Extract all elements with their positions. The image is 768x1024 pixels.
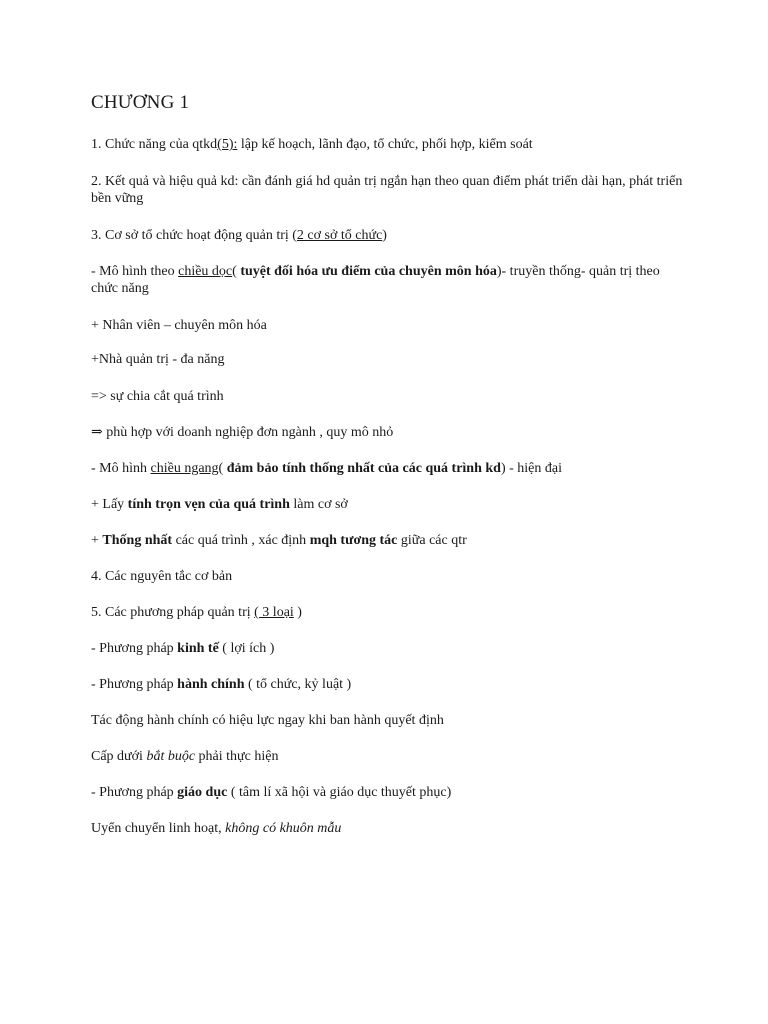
text-line bbox=[91, 173, 701, 207]
italic-text: bắt buộc bbox=[146, 749, 196, 764]
text-line bbox=[91, 568, 711, 585]
text-segment: các quá trình , xác định bbox=[172, 533, 310, 548]
text-segment: - Mô hình theo bbox=[91, 264, 179, 279]
text-segment: 5. Các phương pháp quản trị bbox=[91, 605, 255, 620]
text-line bbox=[91, 640, 711, 657]
text-segment: 4. Các nguyên tắc cơ bản bbox=[91, 569, 233, 584]
text-line bbox=[91, 317, 711, 334]
text-segment: ) bbox=[293, 605, 302, 620]
underlined-text: ( 3 loại bbox=[254, 605, 294, 620]
text-line bbox=[91, 604, 711, 621]
text-segment: 2. Kết quả và hiệu quả kd: cần đánh giá hd quản trị ngắn hạn theo quan điểm phát triển dài hạn, phát triển bền vững bbox=[91, 174, 683, 206]
document-page bbox=[91, 92, 711, 136]
text-segment: ) bbox=[382, 228, 387, 243]
text-segment: ) - hiện đại bbox=[500, 461, 562, 476]
text-segment: ⇒ phù hợp với doanh nghiệp đơn ngành , quy mô nhỏ bbox=[91, 425, 394, 440]
bold-text: Thống nhất bbox=[102, 533, 173, 548]
underlined-text: chiều dọc bbox=[178, 264, 233, 279]
text-line bbox=[91, 532, 711, 549]
text-segment: - Phương pháp bbox=[91, 677, 178, 692]
text-line bbox=[91, 784, 711, 801]
text-line bbox=[91, 388, 711, 405]
text-segment: - Phương pháp bbox=[91, 785, 178, 800]
text-segment: làm cơ sở bbox=[289, 497, 348, 512]
bold-text: đảm bảo tính thống nhất của các quá trình kd bbox=[226, 461, 501, 476]
text-line bbox=[91, 263, 686, 297]
text-segment: ( tổ chức, kỷ luật ) bbox=[244, 677, 352, 692]
italic-text: không có khuôn mẫu bbox=[225, 821, 342, 836]
text-segment: + bbox=[91, 533, 103, 548]
bold-text: tính trọn vẹn của quá trình bbox=[127, 497, 290, 512]
underlined-text: (5): bbox=[217, 137, 238, 152]
chapter-title: CHƯƠNG 1 bbox=[91, 92, 190, 113]
text-segment: Uyển chuyển linh hoạt, bbox=[91, 821, 226, 836]
text-segment: ( bbox=[232, 264, 241, 279]
text-line bbox=[91, 496, 711, 513]
text-segment: - Mô hình bbox=[91, 461, 151, 476]
text-line bbox=[91, 748, 711, 765]
bold-text: kinh tế bbox=[177, 641, 219, 656]
text-segment: + Lấy bbox=[91, 497, 128, 512]
text-line bbox=[91, 227, 711, 244]
text-segment: phải thực hiện bbox=[195, 749, 279, 764]
bold-text: mqh tương tác bbox=[309, 533, 398, 548]
text-segment: +Nhà quản trị - đa năng bbox=[91, 352, 225, 367]
text-line bbox=[91, 136, 711, 153]
text-segment: ( bbox=[218, 461, 227, 476]
text-segment: Cấp dưới bbox=[91, 749, 147, 764]
text-line bbox=[91, 460, 711, 477]
text-segment: - Phương pháp bbox=[91, 641, 178, 656]
bold-text: tuyệt đối hóa ưu điểm của chuyên môn hóa bbox=[240, 264, 497, 279]
bold-text: hành chính bbox=[177, 677, 245, 692]
text-segment: => sự chia cắt quá trình bbox=[91, 389, 224, 404]
underlined-text: 2 cơ sở tổ chức bbox=[296, 228, 383, 243]
text-line bbox=[91, 424, 711, 441]
text-segment: Tác động hành chính có hiệu lực ngay khi ban hành quyết định bbox=[91, 713, 444, 728]
text-segment: + Nhân viên – chuyên môn hóa bbox=[91, 318, 267, 333]
text-line bbox=[91, 351, 711, 368]
text-line bbox=[91, 712, 711, 729]
text-segment: ( lợi ích ) bbox=[218, 641, 275, 656]
text-line bbox=[91, 676, 711, 693]
text-segment: giữa các qtr bbox=[397, 533, 467, 548]
text-segment: 1. Chức năng của qtkd bbox=[91, 137, 218, 152]
text-segment: ( tâm lí xã hội và giáo dục thuyết phục) bbox=[227, 785, 452, 800]
underlined-text: chiều ngang bbox=[150, 461, 219, 476]
text-segment: lập kế hoạch, lãnh đạo, tổ chức, phối hợp, kiểm soát bbox=[237, 137, 533, 152]
text-line bbox=[91, 820, 711, 837]
bold-text: giáo dục bbox=[177, 785, 228, 800]
text-segment: 3. Cơ sở tổ chức hoạt động quản trị ( bbox=[91, 228, 297, 243]
text-segment: )- truyền thống- quản trị theo chức năng bbox=[91, 264, 660, 296]
